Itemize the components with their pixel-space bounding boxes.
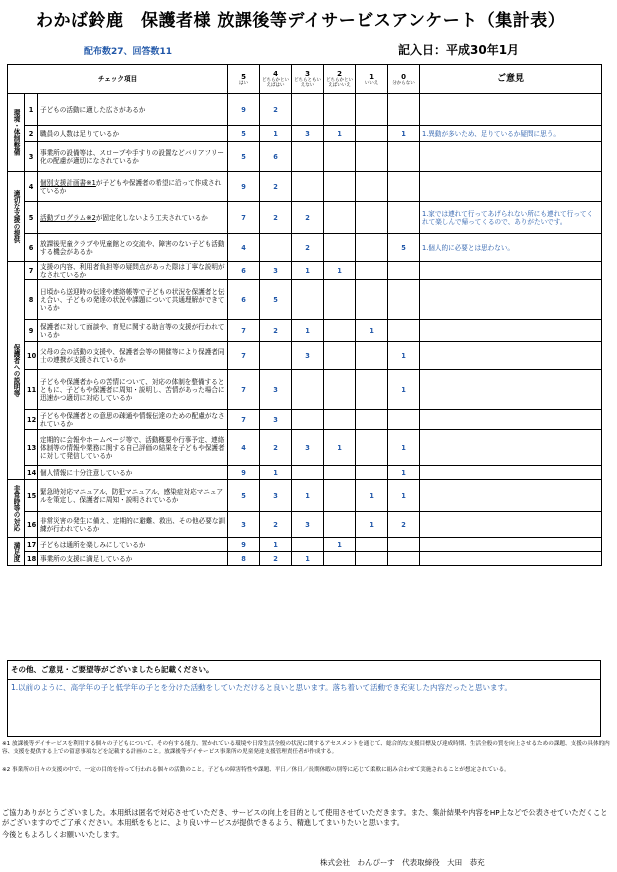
question-body: 事業所の支援に満足しているか (40, 554, 133, 563)
score-2-number: 2 (337, 70, 342, 78)
opinion-cell (420, 280, 602, 320)
score-count-cell (324, 466, 356, 480)
score-count-cell (356, 202, 388, 234)
page-title: わかば鈴鹿 保護者様 放課後等デイサービスアンケート（集計表） (36, 11, 566, 31)
opinion-cell: 1.個人的に必要とは思わない。 (420, 234, 602, 262)
table-row (8, 94, 602, 126)
question-body: 保護者に対して面談や、育児に関する助言等の支援が行われているか (40, 322, 225, 339)
entry-date: 記入日：平成30年1月 (398, 43, 520, 57)
score-count-cell (388, 552, 420, 566)
score-count-cell: 3 (292, 126, 324, 142)
score-0-number: 0 (401, 72, 406, 81)
opinion-cell (420, 410, 602, 430)
table-row (8, 320, 602, 342)
score-count-cell: 2 (260, 430, 292, 466)
score-count-cell: 3 (260, 480, 292, 512)
score-4-header (260, 65, 292, 94)
question-body: が固定化しないよう工夫されているか (95, 213, 208, 222)
score-count-cell (356, 280, 388, 320)
question-term: 個別支援計画書※1 (40, 178, 96, 187)
score-5-number: 5 (241, 72, 246, 81)
score-count-cell (356, 552, 388, 566)
score-5-header (228, 65, 260, 94)
score-count-cell (292, 172, 324, 202)
footnotes (2, 740, 614, 784)
score-count-cell: 1 (292, 480, 324, 512)
question-text (38, 410, 228, 430)
score-count-cell: 1 (292, 320, 324, 342)
question-text (38, 280, 228, 320)
table-row (8, 142, 602, 172)
score-count-cell: 1 (356, 320, 388, 342)
score-count-cell: 4 (228, 430, 260, 466)
score-count-cell: 3 (228, 512, 260, 538)
item-number: 4 (25, 172, 38, 202)
opinion-cell: 1.家では連れて行ってあげられない所にも連れて行ってくれて楽しんで帰ってくるので、ありがたいです。 (420, 202, 602, 234)
score-count-cell: 2 (292, 234, 324, 262)
question-text (38, 234, 228, 262)
score-count-cell (388, 538, 420, 552)
question-text (38, 202, 228, 234)
score-count-cell: 5 (228, 126, 260, 142)
score-count-cell (388, 410, 420, 430)
score-count-cell (388, 280, 420, 320)
score-count-cell: 6 (260, 142, 292, 172)
question-term: 活動プログラム※2 (40, 213, 96, 222)
question-body: 子どもや保護者との意思の疎通や情報伝達のための配慮がなされているか (40, 411, 225, 428)
score-count-cell: 7 (228, 202, 260, 234)
score-count-cell (324, 552, 356, 566)
score-count-cell: 7 (228, 320, 260, 342)
score-count-cell (356, 142, 388, 172)
question-body: 支援の内容、利用者負担等の疑問点があった際は丁寧な説明がなされているか (40, 262, 225, 279)
question-body: 放課後児童クラブや児童館との交流や、障害のない子ども活動する機会があるか (40, 239, 225, 256)
item-number: 17 (25, 538, 38, 552)
score-count-cell: 7 (228, 370, 260, 410)
score-count-cell: 5 (260, 280, 292, 320)
question-body: 子どもの活動に適した広さがあるか (40, 105, 146, 114)
item-number: 6 (25, 234, 38, 262)
check-item-header: チェック項目 (8, 65, 228, 94)
score-count-cell (324, 202, 356, 234)
category-label: 非常時等の対応 (8, 480, 25, 538)
score-count-cell: 3 (292, 342, 324, 370)
score-count-cell (292, 142, 324, 172)
question-text (38, 370, 228, 410)
score-count-cell: 3 (260, 410, 292, 430)
opinion-cell (420, 466, 602, 480)
thanks-message (2, 808, 614, 840)
table-row (8, 480, 602, 512)
item-number: 13 (25, 430, 38, 466)
opinion-cell: 1.異動が多いため、足りているか疑問に思う。 (420, 126, 602, 142)
survey-table (7, 64, 602, 566)
score-count-cell (324, 320, 356, 342)
score-count-cell (356, 538, 388, 552)
score-count-cell (292, 280, 324, 320)
score-count-cell: 8 (228, 552, 260, 566)
score-count-cell (324, 512, 356, 538)
question-body: 非常災害の発生に備え、定期的に避難、救出、その他必要な訓練が行われているか (40, 516, 226, 533)
question-body: 職員の人数は足りているか (40, 129, 120, 138)
score-count-cell: 6 (228, 262, 260, 280)
table-row (8, 512, 602, 538)
score-2-header (324, 65, 356, 94)
score-count-cell: 1 (356, 480, 388, 512)
opinion-cell (420, 342, 602, 370)
score-count-cell (356, 94, 388, 126)
table-row (8, 430, 602, 466)
score-count-cell: 7 (228, 410, 260, 430)
question-text (38, 466, 228, 480)
score-count-cell: 9 (228, 94, 260, 126)
score-count-cell: 4 (228, 234, 260, 262)
thanks-text: ご協力ありがとうございました。本用紙は匿名で対応させていただき、サービスの向上を目的として使用させていただきます。また、集計結果や内容をHP上などで公表させていただくことがございますのでご了承ください。本用紙をもとに、より良いサービスが提供できるよう、精進してまいりたいと思います。 (2, 808, 608, 827)
item-number: 3 (25, 142, 38, 172)
opinion-cell (420, 262, 602, 280)
score-2-label: どちらかといえばいいえ (326, 78, 354, 88)
opinion-cell (420, 552, 602, 566)
score-count-cell: 1 (388, 370, 420, 410)
score-count-cell (356, 126, 388, 142)
table-row (8, 262, 602, 280)
item-number: 8 (25, 280, 38, 320)
score-count-cell (356, 342, 388, 370)
item-number: 16 (25, 512, 38, 538)
score-count-cell (292, 466, 324, 480)
score-1-label: いいえ (364, 80, 379, 86)
score-count-cell (292, 410, 324, 430)
opinion-cell (420, 370, 602, 410)
score-count-cell (356, 466, 388, 480)
score-count-cell (388, 262, 420, 280)
question-text (38, 142, 228, 172)
score-count-cell (388, 202, 420, 234)
opinion-cell (420, 142, 602, 172)
score-count-cell: 1 (324, 430, 356, 466)
score-count-cell: 1 (260, 466, 292, 480)
opinion-cell (420, 320, 602, 342)
opinion-cell (420, 512, 602, 538)
score-count-cell: 3 (292, 430, 324, 466)
item-number: 14 (25, 466, 38, 480)
category-label: 保護者への説明等 (8, 262, 25, 480)
score-count-cell: 5 (228, 142, 260, 172)
score-count-cell (388, 320, 420, 342)
score-count-cell (324, 280, 356, 320)
score-0-header (388, 65, 420, 94)
table-row (8, 280, 602, 320)
opinion-header: ご意見 (420, 65, 602, 94)
opinion-cell (420, 94, 602, 126)
score-count-cell: 6 (228, 280, 260, 320)
score-count-cell: 1 (260, 126, 292, 142)
score-count-cell: 2 (260, 512, 292, 538)
table-row (8, 552, 602, 566)
score-count-cell: 3 (260, 262, 292, 280)
question-body: 定期的に会報やホームページ等で、活動概要や行事予定、連絡体制等の情報や業務に関する自己評価の結果を子どもや保護者に対して発信しているか (40, 435, 225, 460)
score-count-cell: 1 (260, 538, 292, 552)
score-4-number: 4 (273, 70, 278, 78)
question-text (38, 430, 228, 466)
score-count-cell (292, 370, 324, 410)
score-count-cell: 1 (324, 538, 356, 552)
other-comments-heading: その他、ご意見・ご要望等がございましたら記載ください。 (8, 661, 600, 680)
score-count-cell (324, 370, 356, 410)
question-body: 子どもや保護者からの苦情について、対応の体制を整備するとともに、子どもや保護者に周知・説明し、苦情があった場合に迅速かつ適切に対応しているか (40, 377, 225, 402)
score-count-cell: 2 (260, 172, 292, 202)
table-row (8, 410, 602, 430)
score-count-cell (292, 94, 324, 126)
opinion-cell (420, 430, 602, 466)
item-number: 1 (25, 94, 38, 126)
table-row (8, 126, 602, 142)
score-count-cell (292, 538, 324, 552)
table-row (8, 202, 602, 234)
item-number: 10 (25, 342, 38, 370)
table-row (8, 342, 602, 370)
table-row (8, 538, 602, 552)
question-body: 個人情報に十分注意しているか (40, 468, 133, 477)
question-body: 日頃から送迎時の伝達や連絡帳等で子どもの状況を保護者と伝え合い、子どもの発達の状況や課題について共通理解ができているか (40, 287, 225, 312)
question-text (38, 480, 228, 512)
score-4-label: どちらかといえばはい (262, 78, 290, 88)
table-row (8, 234, 602, 262)
question-text (38, 552, 228, 566)
score-count-cell: 1 (324, 262, 356, 280)
other-comments-text: 1.以前のように、高学年の子と低学年の子とを分けた活動をしていただけると良いと思います。落ち着いて活動でき充実した内容だったと思います。 (11, 683, 512, 692)
question-text (38, 94, 228, 126)
question-text (38, 262, 228, 280)
score-count-cell: 2 (260, 202, 292, 234)
item-number: 11 (25, 370, 38, 410)
score-count-cell: 1 (292, 262, 324, 280)
item-number: 15 (25, 480, 38, 512)
score-count-cell: 2 (292, 202, 324, 234)
score-count-cell (356, 430, 388, 466)
signature: 株式会社 わんぴーす 代表取締役 大田 恭充 (320, 858, 485, 867)
score-count-cell (324, 172, 356, 202)
score-count-cell (324, 480, 356, 512)
question-text (38, 538, 228, 552)
score-count-cell: 1 (292, 552, 324, 566)
question-text (38, 172, 228, 202)
score-count-cell: 1 (388, 466, 420, 480)
score-5-label: はい (239, 80, 249, 86)
score-count-cell: 3 (260, 370, 292, 410)
score-count-cell (356, 262, 388, 280)
score-count-cell (324, 94, 356, 126)
score-count-cell: 1 (388, 430, 420, 466)
footnote-1: ※1 放課後等デイサービスを利用する個々の子どもについて、その有する能力、置かれている環境や日常生活全般の状況に関するアセスメントを通じて、総合的な支援目標及び達成時期、生活全般の質を向上させるための課題、支援の具体的内容、支援を提供する上での留意事項などを記載する計画のこと。放課後等デイサービス事業所の児童発達支援管理責任者が作成する。 (2, 741, 610, 755)
item-number: 9 (25, 320, 38, 342)
score-count-cell (324, 410, 356, 430)
score-count-cell: 1 (356, 512, 388, 538)
score-count-cell: 3 (292, 512, 324, 538)
score-count-cell (260, 234, 292, 262)
score-1-header (356, 65, 388, 94)
table-row (8, 466, 602, 480)
score-count-cell: 2 (260, 94, 292, 126)
question-text (38, 342, 228, 370)
question-text (38, 512, 228, 538)
table-row (8, 370, 602, 410)
score-count-cell (388, 94, 420, 126)
score-count-cell (388, 172, 420, 202)
question-body: 緊急時対応マニュアル、防犯マニュアル、感染症対応マニュアルを策定し、保護者に周知・説明されているか (40, 487, 224, 504)
score-3-number: 3 (305, 70, 310, 78)
score-count-cell: 2 (260, 320, 292, 342)
item-number: 12 (25, 410, 38, 430)
score-count-cell (324, 234, 356, 262)
score-count-cell (356, 234, 388, 262)
score-3-header (292, 65, 324, 94)
question-body: 子どもは通所を楽しみにしているか (40, 540, 146, 549)
score-count-cell: 9 (228, 172, 260, 202)
item-number: 7 (25, 262, 38, 280)
score-count-cell: 2 (260, 552, 292, 566)
opinion-cell (420, 480, 602, 512)
question-text (38, 126, 228, 142)
other-comments-box (7, 660, 601, 737)
score-count-cell (324, 342, 356, 370)
score-count-cell: 2 (388, 512, 420, 538)
score-count-cell: 9 (228, 538, 260, 552)
score-count-cell: 5 (228, 480, 260, 512)
distribution-count: 配布数27、回答数11 (84, 47, 173, 57)
footnote-2: ※2 事業所の日々の支援の中で、一定の目的を持って行われる個々の活動のこと。子どもの障害特性や課題、平日／休日／長期休暇の別等に応じて柔軟に組み合わせて実施されることが想定されている。 (2, 767, 510, 773)
score-count-cell (260, 342, 292, 370)
score-count-cell: 1 (324, 126, 356, 142)
opinion-cell (420, 172, 602, 202)
closing-text: 今後ともよろしくお願いいたします。 (2, 830, 124, 839)
opinion-cell (420, 538, 602, 552)
score-count-cell: 7 (228, 342, 260, 370)
score-count-cell (356, 370, 388, 410)
score-count-cell (388, 142, 420, 172)
score-count-cell: 1 (388, 480, 420, 512)
question-text (38, 320, 228, 342)
category-label: 適切な支援の提供 (8, 172, 25, 262)
category-label: 環境・体制整備 (8, 94, 25, 172)
score-count-cell (324, 142, 356, 172)
item-number: 5 (25, 202, 38, 234)
score-count-cell: 9 (228, 466, 260, 480)
question-body: 事業所の設備等は、スロープや手すりの設置などバリアフリー化の配慮が適切になされているか (40, 148, 225, 165)
score-count-cell: 5 (388, 234, 420, 262)
score-1-number: 1 (369, 72, 374, 81)
score-count-cell: 1 (388, 342, 420, 370)
question-body: 父母の会の活動の支援や、保護者会等の開催等により保護者同士の連携が支援されているか (40, 347, 225, 364)
table-row (8, 172, 602, 202)
category-label: 満足度 (8, 538, 25, 566)
table-header-row (8, 65, 602, 94)
score-0-label: 分からない (392, 80, 415, 86)
item-number: 18 (25, 552, 38, 566)
question-body: が子どもや保護者の希望に沿って作成されているか (40, 178, 222, 195)
score-count-cell (356, 172, 388, 202)
score-3-label: どちらともいえない (294, 78, 322, 88)
item-number: 2 (25, 126, 38, 142)
score-count-cell: 1 (388, 126, 420, 142)
score-count-cell (356, 410, 388, 430)
